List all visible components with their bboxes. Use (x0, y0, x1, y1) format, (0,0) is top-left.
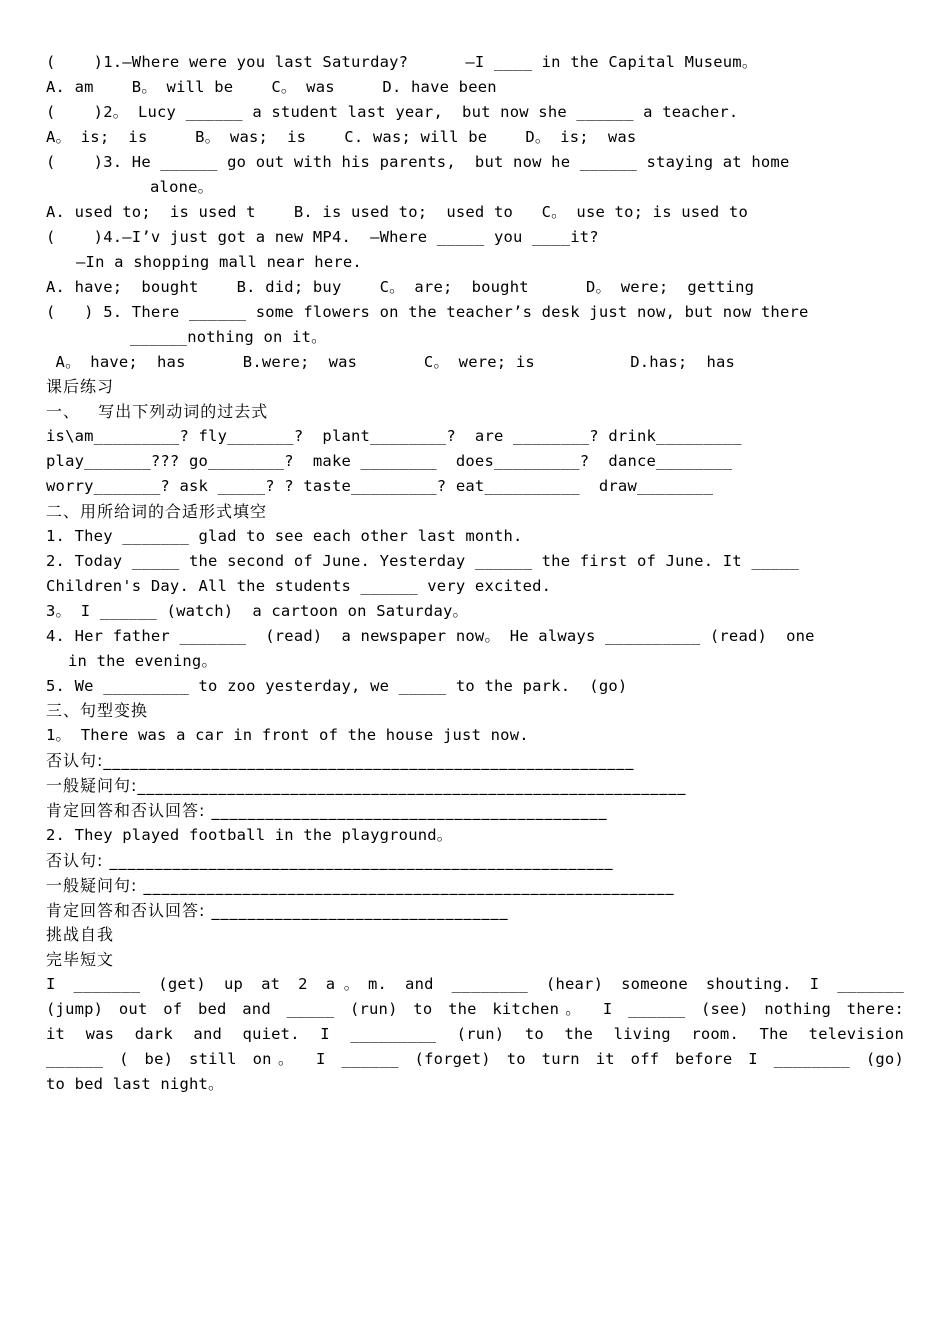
passage-line: (jump) out of bed and _____ (run) to the kitchen。 I ______ (see) nothing there: (46, 1000, 904, 1018)
answers-line: 肯定回答和否认回答: ____________________________________________ (46, 801, 608, 820)
passage-line: to bed last night。 (46, 1075, 224, 1093)
answers-line: 肯定回答和否认回答: _________________________________ (46, 901, 509, 920)
question-1-options: A. am B。 will be C。 was D. have been (46, 78, 497, 96)
fill-blank-item: 3。 I ______ (watch) a cartoon on Saturday。 (46, 602, 469, 620)
past-tense-row: play_______??? go________? make ________ does_________? dance________ (46, 452, 733, 470)
negative-sentence-line: 否认句: ________________________________________________________ (46, 851, 614, 870)
negative-sentence-line: 否认句:___________________________________________________________ (46, 751, 635, 770)
question-3-options: A. used to; is used t B. is used to; used to C。 use to; is used to (46, 203, 748, 221)
fill-blank-item: 5. We _________ to zoo yesterday, we _____ to the park. (go) (46, 677, 628, 695)
transform-sentence: 1。 There was a car in front of the house just now. (46, 726, 529, 744)
past-tense-row: worry_______? ask _____? ? taste_________? eat__________ draw________ (46, 477, 714, 495)
question-5-options: A。 have; has B.were; was C。 were; is D.has; has (46, 353, 736, 371)
fill-blank-item: in the evening。 (68, 652, 218, 670)
question-3-continuation: alone。 (150, 178, 214, 196)
fill-blank-item: 1. They _______ glad to see each other last month. (46, 527, 523, 545)
transform-sentence: 2. They played football in the playground。 (46, 826, 453, 844)
question-2: ( )2。 Lucy ______ a student last year, but now she ______ a teacher. (46, 103, 739, 121)
fill-blank-item: 4. Her father _______ (read) a newspaper now。 He always __________ (read) one (46, 627, 815, 645)
question-3: ( )3. He ______ go out with his parents, but now he ______ staying at home (46, 153, 790, 171)
past-tense-row: is\am_________? fly_______? plant________? are ________? drink_________ (46, 427, 742, 445)
question-4-options: A. have; bought B. did; buy C。 are; bought D。 were; getting (46, 278, 755, 296)
question-2-options: A。 is; is B。 was; is C. was; will be D。 is; was (46, 128, 637, 146)
question-1: ( )1.—Where were you last Saturday? —I ____ in the Capital Museum。 (46, 53, 758, 71)
question-5-continuation: ______nothing on it。 (130, 328, 327, 346)
part3-heading: 三、句型变换 (46, 701, 149, 720)
part2-heading: 二、用所给词的合适形式填空 (46, 502, 268, 521)
challenge-subtitle: 完毕短文 (46, 950, 115, 969)
general-question-line: 一般疑问句: ___________________________________________________________ (46, 876, 675, 895)
passage-line: ______ ( be) still on。 I ______ (forget) to turn it off before I ________ (go) (46, 1050, 904, 1068)
passage-line: it was dark and quiet. I _________ (run) to the living room. The television (46, 1025, 904, 1043)
part1-heading: 一、 写出下列动词的过去式 (46, 402, 269, 421)
passage-line: I _______ (get) up at 2 a。m. and ________ (hear) someone shouting. I _______ (46, 975, 904, 993)
challenge-title: 挑战自我 (46, 925, 115, 944)
question-5: ( ) 5. There ______ some flowers on the teacher’s desk just now, but now there (46, 303, 809, 321)
general-question-line: 一般疑问句:_____________________________________________________________ (46, 776, 687, 795)
question-4-continuation: —In a shopping mall near here. (76, 253, 362, 271)
fill-blank-item: Children's Day. All the students ______ very excited. (46, 577, 552, 595)
fill-blank-item: 2. Today _____ the second of June. Yesterday ______ the first of June. It _____ (46, 552, 800, 570)
after-class-title: 课后练习 (46, 377, 115, 396)
question-4: ( )4.—I’v just got a new MP4. —Where _____ you ____it? (46, 228, 599, 246)
